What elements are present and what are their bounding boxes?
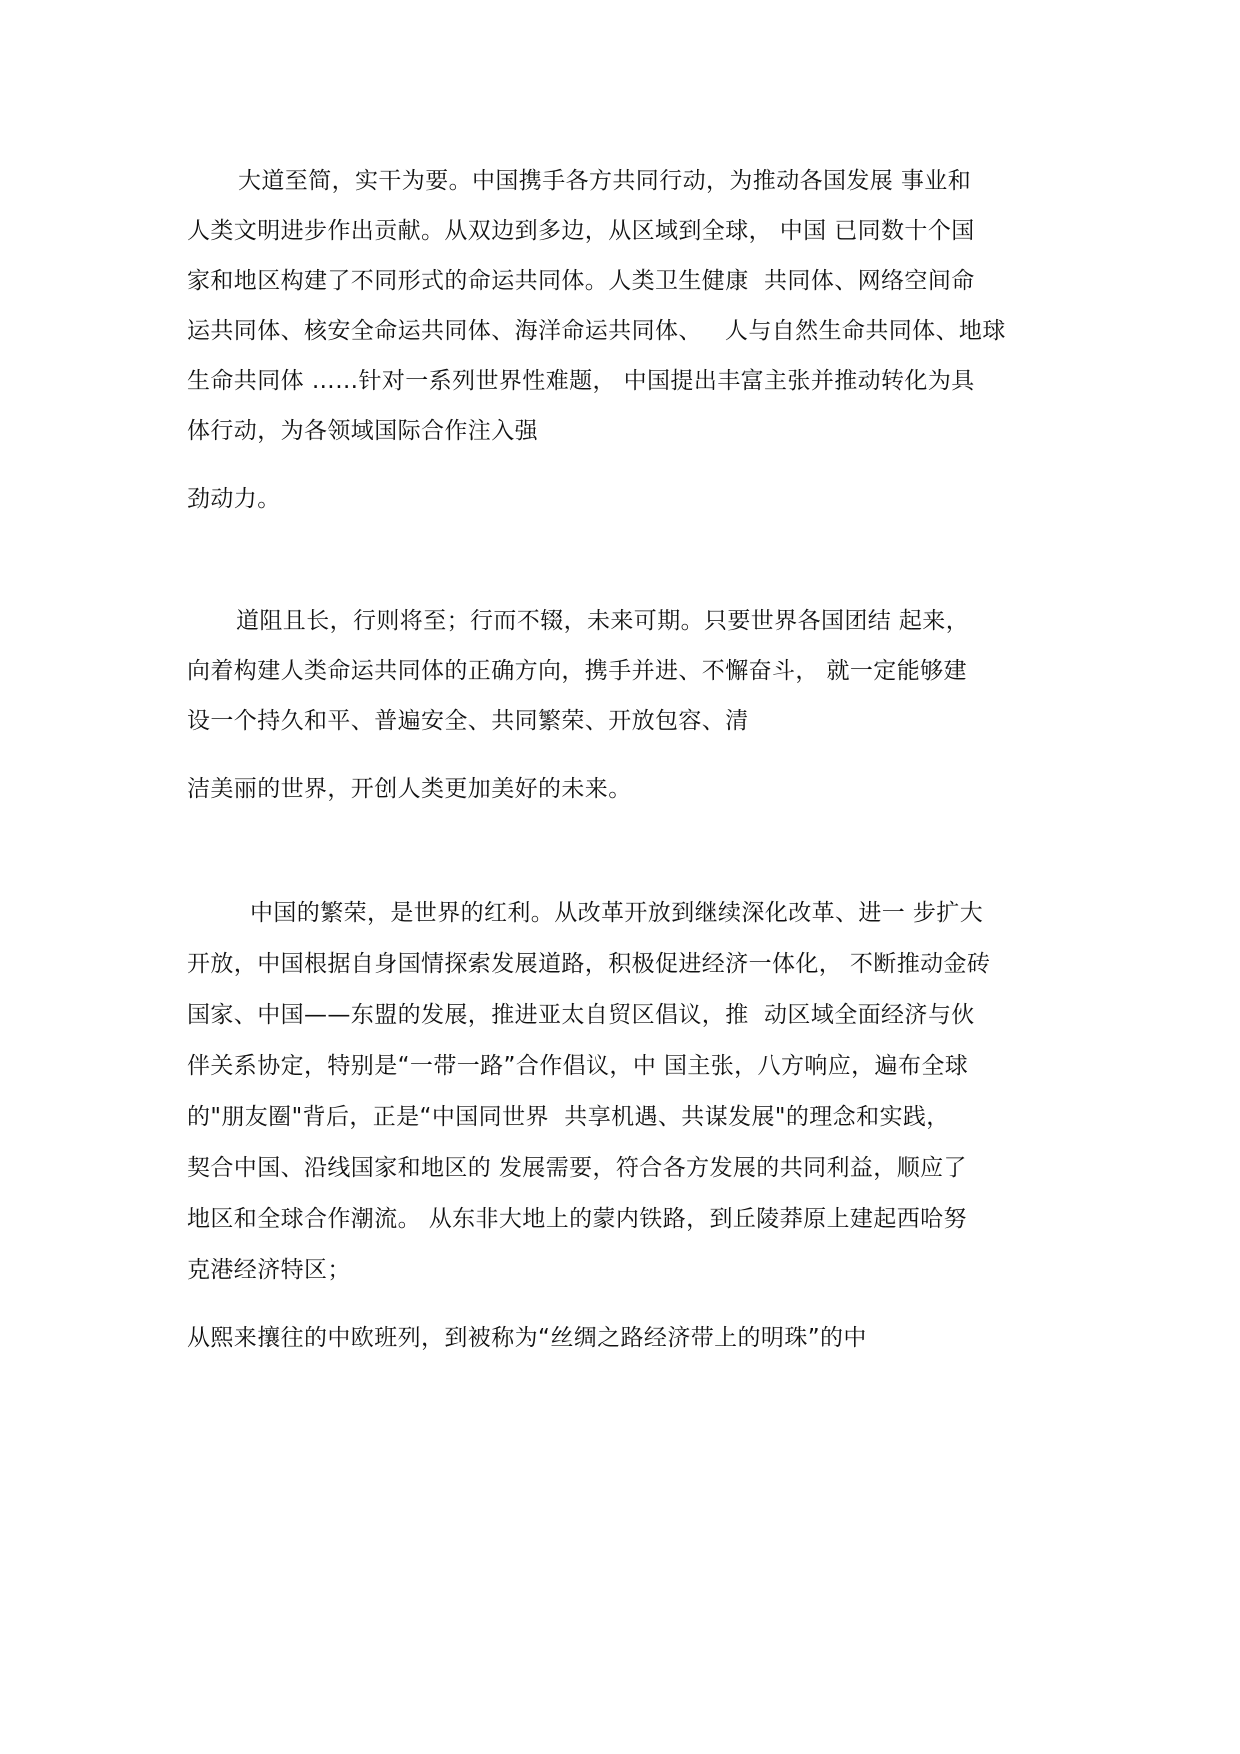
paragraph-1-line-1: 大道至简，实干为要。中国携手各方共同行动，为推动各国发展 事业和 bbox=[238, 168, 972, 194]
paragraph-3-line-1: 中国的繁荣，是世界的红利。从改革开放到继续深化改革、进一 步扩大 bbox=[250, 900, 984, 926]
paragraph-3-line-6: 契合中国、沿线国家和地区的 发展需要，符合各方发展的共同利益，顺应了 bbox=[187, 1155, 967, 1181]
paragraph-2-line-2: 向着构建人类命运共同体的正确方向，携手并进、不懈奋斗， 就一定能够建 bbox=[187, 658, 967, 684]
paragraph-1-line-6: 体行动，为各领域国际合作注入强 bbox=[187, 418, 538, 444]
paragraph-2-line-1: 道阻且长，行则将至；行而不辍，未来可期。只要世界各国团结 起来， bbox=[236, 608, 970, 634]
paragraph-3-line-3: 国家、中国——东盟的发展，推进亚太自贸区倡议，推 动区域全面经济与伙 bbox=[187, 1002, 975, 1028]
paragraph-2-line-3: 设一个持久和平、普遍安全、共同繁荣、开放包容、清 bbox=[187, 708, 749, 734]
paragraph-3-line-7: 地区和全球合作潮流。 从东非大地上的蒙内铁路，到丘陵莽原上建起西哈努 bbox=[187, 1206, 967, 1232]
paragraph-3-line-2: 开放，中国根据自身国情探索发展道路，积极促进经济一体化， 不断推动金砖 bbox=[187, 951, 991, 977]
paragraph-3-line-5: 的"朋友圈"背后，正是“中国同世界 共享机遇、共谋发展"的理念和实践， bbox=[187, 1104, 950, 1130]
paragraph-3-line-9: 从熙来攘往的中欧班列，到被称为“丝绸之路经济带上的明珠”的中 bbox=[187, 1325, 867, 1351]
paragraph-3-line-4: 伴关系协定，特别是“一带一路”合作倡议，中 国主张，八方响应，遍布全球 bbox=[187, 1053, 969, 1079]
paragraph-1-line-3: 家和地区构建了不同形式的命运共同体。人类卫生健康 共同体、网络空间命 bbox=[187, 268, 975, 294]
paragraph-1-line-4: 运共同体、核安全命运共同体、海洋命运共同体、 人与自然生命共同体、地球 bbox=[187, 318, 1006, 344]
paragraph-1-line-7: 劲动力。 bbox=[187, 486, 281, 512]
paragraph-3-line-8: 克港经济特区； bbox=[187, 1257, 351, 1283]
paragraph-1-line-2: 人类文明进步作出贡献。从双边到多边，从区域到全球， 中国 已同数十个国 bbox=[187, 218, 975, 244]
paragraph-2-line-4: 洁美丽的世界，开创人类更加美好的未来。 bbox=[187, 776, 632, 802]
paragraph-1-line-5: 生命共同体 ……针对一系列世界性难题， 中国提出丰富主张并推动转化为具 bbox=[187, 368, 975, 394]
